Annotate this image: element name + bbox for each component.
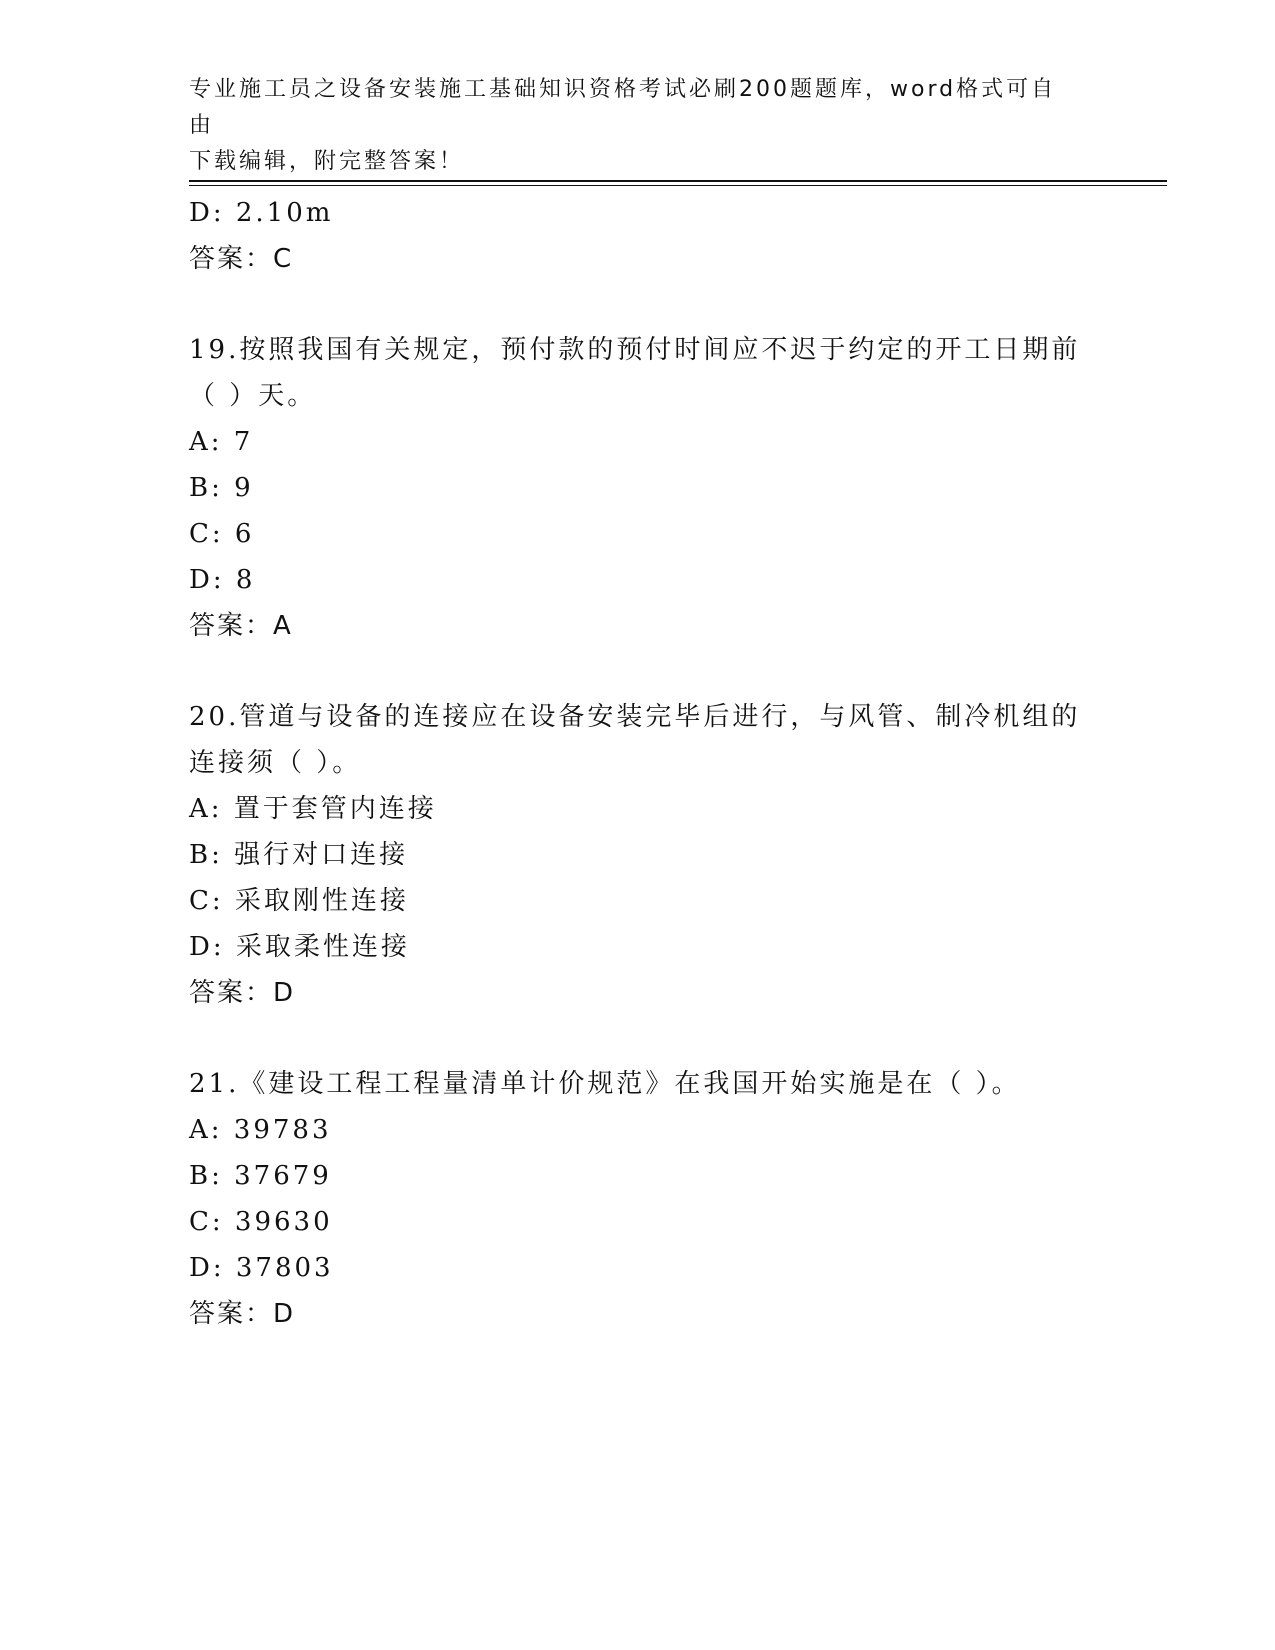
question-20 (189, 694, 1089, 1016)
question-21-option-c: C: 39630 (189, 1207, 333, 1237)
question-19-option-b: B: 9 (189, 473, 254, 503)
question-19-option-d: D: 8 (189, 565, 256, 595)
question-20-option-a: A: 置于套管内连接 (189, 794, 437, 824)
header-line-1: 专业施工员之设备安装施工基础知识资格考试必刷200题题库，word格式可自由 (189, 77, 1057, 138)
question-21-option-d: D: 37803 (189, 1253, 334, 1283)
question-19-text-1: 19.按照我国有关规定，预付款的预付时间应不迟于约定的开工日期前 (189, 335, 1081, 365)
question-20-option-b: B: 强行对口连接 (189, 840, 409, 870)
question-21-text-1: 21.《建设工程工程量清单计价规范》在我国开始实施是在（ ）。 (189, 1069, 1021, 1099)
document-header (189, 72, 1079, 180)
question-19-text-2: （ ）天。 (189, 381, 317, 411)
question-21 (189, 1061, 1089, 1337)
question-19-option-a: A: 7 (189, 427, 254, 457)
document-body (189, 190, 1089, 1337)
question-20-option-d: D: 采取柔性连接 (189, 932, 410, 962)
question-19-option-c: C: 6 (189, 519, 255, 549)
header-rule-thick (189, 180, 1167, 182)
question-20-option-c: C: 采取刚性连接 (189, 886, 409, 916)
question-21-answer: 答案：D (189, 1299, 296, 1329)
question-19-answer: 答案：A (189, 611, 293, 641)
question-20-text-1: 20.管道与设备的连接应在设备安装完毕后进行，与风管、制冷机组的 (189, 702, 1081, 732)
header-rule-thin (189, 185, 1167, 186)
header-line-2: 下载编辑，附完整答案！ (189, 149, 465, 174)
prev-answer: 答案：C (189, 244, 294, 274)
question-20-answer: 答案：D (189, 978, 296, 1008)
question-20-text-2: 连接须（ ）。 (189, 748, 362, 778)
question-21-option-b: B: 37679 (189, 1161, 332, 1191)
question-19 (189, 327, 1089, 649)
question-21-option-a: A: 39783 (189, 1115, 332, 1145)
prev-option-d: D: 2.10m (189, 198, 334, 228)
